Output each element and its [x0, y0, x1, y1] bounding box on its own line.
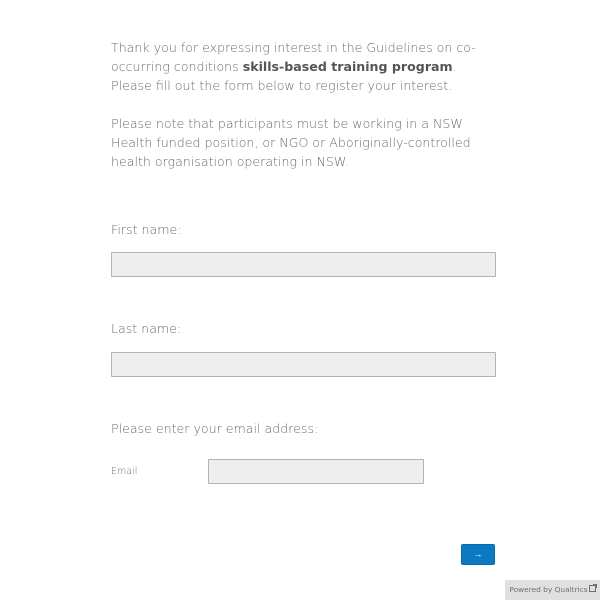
next-button[interactable]: → [461, 544, 495, 565]
intro-text [111, 38, 496, 171]
first-name-input[interactable] [111, 252, 496, 277]
intro-paragraph-2: Please note that participants must be working in a NSW Health funded position, or NGO or Aboriginally-controlled health organisation operating in NSW. [111, 116, 471, 169]
powered-by-text: Powered by Qualtrics [509, 585, 588, 594]
intro-text-start: Thank you for expressing interest in the Guidelines on co-occurring conditions [111, 40, 476, 74]
powered-by-qualtrics-link[interactable] [505, 580, 600, 600]
external-link-icon [589, 585, 596, 592]
intro-text-end: . Please fill out the form below to register your interest. [111, 59, 457, 93]
first-name-label: First name: [111, 222, 182, 237]
intro-paragraph-1 [111, 38, 496, 95]
program-name: skills-based training program [242, 59, 453, 74]
email-input[interactable] [208, 459, 424, 484]
email-field-label: Email [111, 466, 138, 477]
last-name-input[interactable] [111, 352, 496, 377]
last-name-label: Last name: [111, 321, 182, 336]
email-question-label: Please enter your email address: [111, 421, 319, 436]
